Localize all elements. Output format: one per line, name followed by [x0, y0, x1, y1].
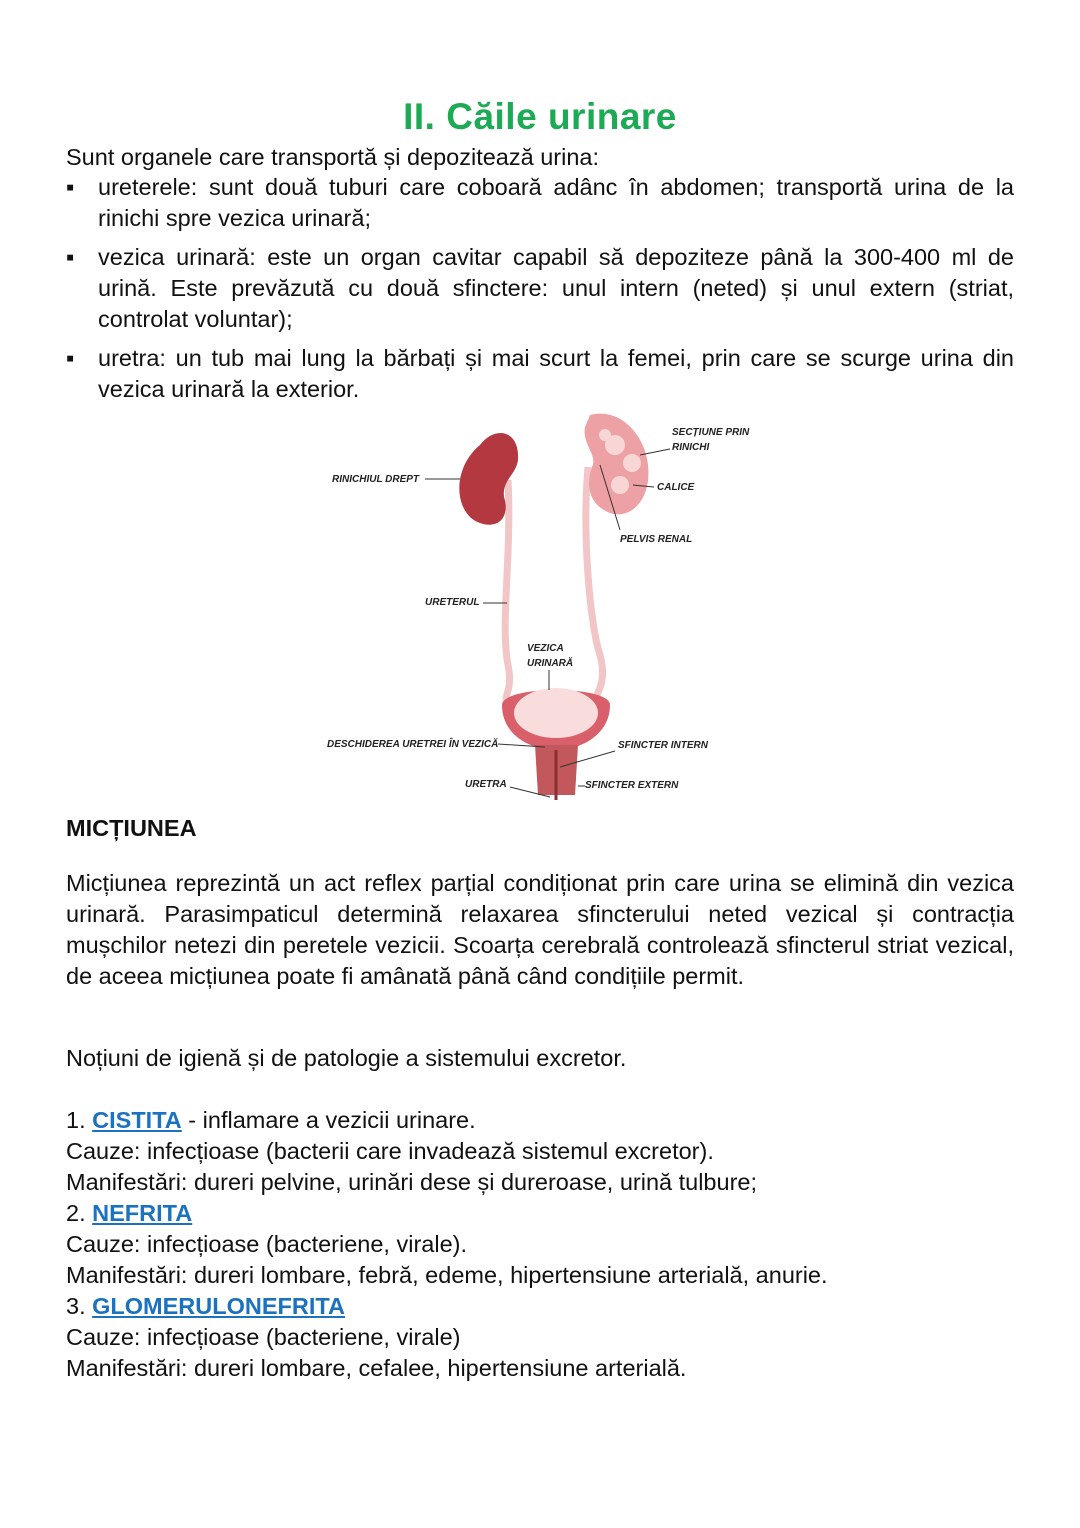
bullet-text: uretra: un tub mai lung la bărbați și mai scurt la femei, prin care se scurge urina din vezica urinară la exterior.: [98, 345, 1014, 402]
label-uretra: URETRA: [465, 779, 507, 790]
section-heading-mictiunea: MICȚIUNEA: [66, 815, 197, 841]
disease-manifestari: Manifestări: dureri lombare, cefalee, hipertensiune arterială.: [66, 1355, 687, 1381]
urinary-tract-diagram: [320, 405, 760, 805]
disease-link-cistita[interactable]: CISTITA: [92, 1107, 182, 1133]
bullet-text: ureterele: sunt două tuburi care coboară adânc în abdomen; transportă urina de la rinichi spre vezica urinară;: [98, 174, 1014, 231]
bullet-item: [66, 242, 1014, 335]
bullet-icon: ▪: [66, 345, 75, 371]
label-sectiune-rinichi: SECȚIUNE PRIN RINICHI: [672, 427, 750, 453]
label-sfincter-intern: SFINCTER INTERN: [618, 740, 708, 751]
disease-link-nefrita[interactable]: NEFRITA: [92, 1200, 193, 1226]
label-ureterul: URETERUL: [425, 597, 480, 608]
label-sfincter-extern: SFINCTER EXTERN: [585, 780, 679, 791]
disease-title-line: [66, 1105, 1014, 1136]
intro-text: Sunt organele care transportă și depozitează urina:: [66, 144, 599, 170]
disease-manifestari: Manifestări: dureri pelvine, urinări dese și dureroase, urină tulbure;: [66, 1169, 757, 1195]
label-calice: CALICE: [657, 482, 695, 493]
disease-manifestari: Manifestări: dureri lombare, febră, edeme, hipertensiune arterială, anurie.: [66, 1262, 828, 1288]
mictiunea-paragraph: Micțiunea reprezintă un act reflex parțial condiționat prin care urina se elimină din vezica urinară. Parasimpaticul determină relaxarea sfincterului neted vezical și contracția mușchilor netezi din peretele vezicii. Scoarța cerebrală controlează sfincterul striat vezical, de aceea micțiunea poate fi amânată până când condițiile permit.: [66, 870, 1014, 989]
disease-cauze: Cauze: infecțioase (bacterii care invadează sistemul excretor).: [66, 1138, 714, 1164]
notiuni-text: Noțiuni de igienă și de patologie a sistemului excretor.: [66, 1045, 627, 1071]
disease-number: 2.: [66, 1200, 86, 1226]
disease-number: 1.: [66, 1107, 86, 1133]
bullet-text: vezica urinară: este un organ cavitar capabil să depoziteze până la 300-400 ml de urină. Este prevăzută cu două sfinctere: unul intern (neted) și unul extern (striat, controlat voluntar);: [98, 244, 1014, 332]
label-deschiderea-uretrei: DESCHIDEREA URETREI ÎN VEZICĂ: [327, 739, 499, 750]
disease-description: - inflamare a vezicii urinare.: [181, 1107, 476, 1133]
bullet-item: [66, 343, 1014, 405]
disease-link-glomerulonefrita[interactable]: GLOMERULONEFRITA: [92, 1293, 345, 1319]
disease-cauze: Cauze: infecțioase (bacteriene, virale): [66, 1324, 461, 1350]
bullet-item: [66, 172, 1014, 234]
label-vezica-urinara: VEZICA URINARĂ: [527, 643, 574, 669]
disease-title-line: [66, 1198, 1014, 1229]
disease-cauze: Cauze: infecțioase (bacteriene, virale).: [66, 1231, 468, 1257]
bullet-icon: ▪: [66, 174, 75, 200]
page-title: II. Căile urinare: [403, 96, 677, 137]
disease-number: 3.: [66, 1293, 86, 1319]
disease-title-line: [66, 1291, 1014, 1322]
bullet-icon: ▪: [66, 244, 75, 270]
label-rinichiul-drept: RINICHIUL DREPT: [332, 474, 420, 485]
label-pelvis-renal: PELVIS RENAL: [620, 534, 693, 545]
disease-list: [66, 1105, 1014, 1384]
